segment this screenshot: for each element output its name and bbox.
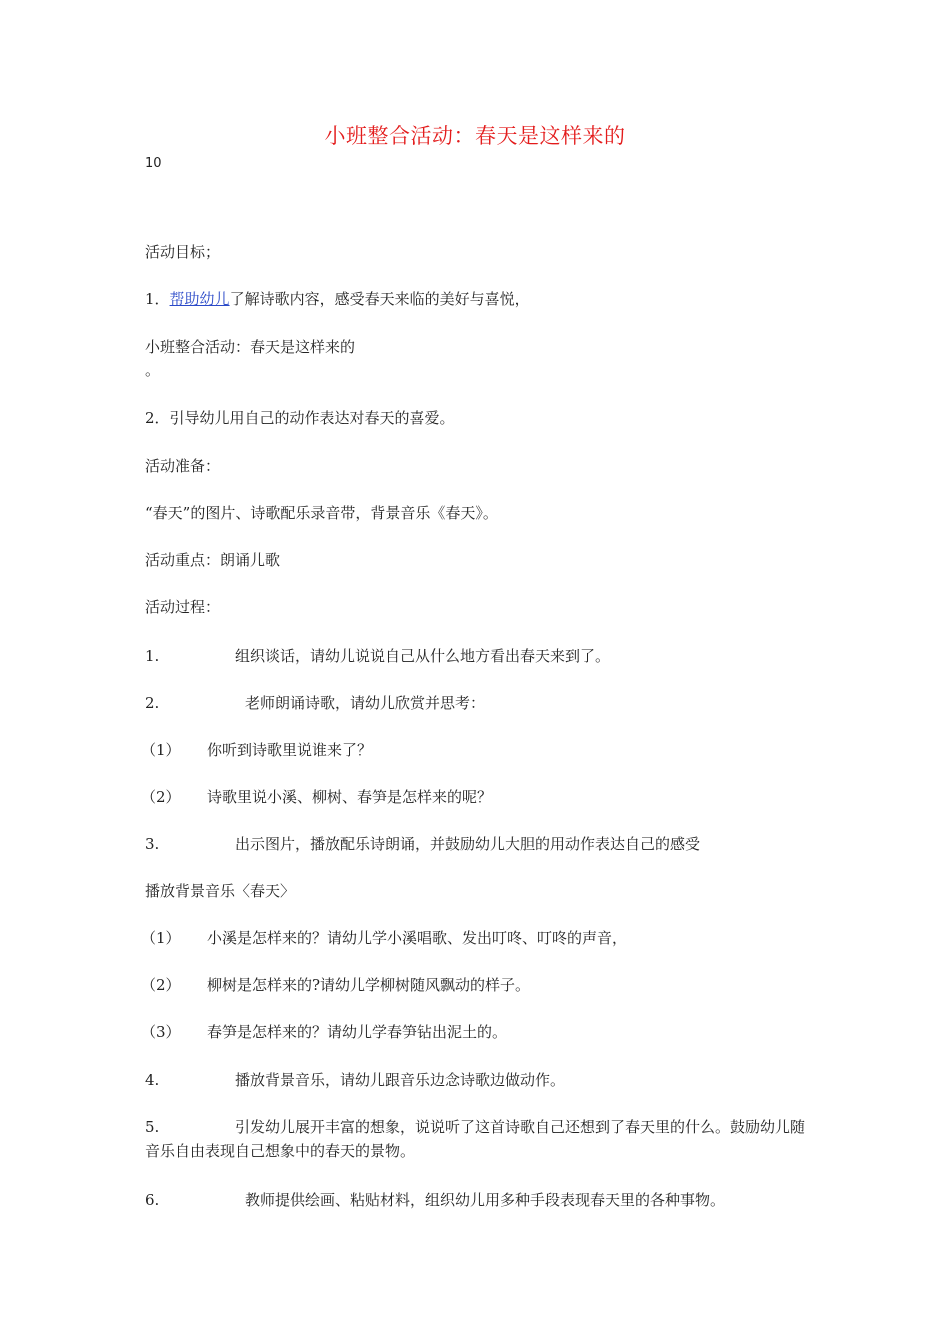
- step-number: 6.: [145, 1191, 160, 1209]
- page-number: 10: [145, 156, 162, 171]
- step-number: 1.: [145, 647, 160, 665]
- step-text: 教师提供绘画、粘贴材料，组织幼儿用多种手段表现春天里的各种事物。: [245, 1191, 726, 1209]
- step-number: 4.: [145, 1071, 160, 1089]
- prep-text: “春天”的图片、诗歌配乐录音带，背景音乐《春天》。: [145, 504, 498, 522]
- sub-step-text: 小溪是怎样来的？请幼儿学小溪唱歌、发出叮咚、叮咚的声音，: [207, 929, 628, 947]
- step-5: [145, 1115, 810, 1163]
- sub-step: [141, 787, 492, 807]
- goal-2: 2．引导幼儿用自己的动作表达对春天的喜爱。: [145, 409, 455, 427]
- step-text: 引发幼儿展开丰富的想象，说说听了这首诗歌自己还想到了春天里的什么。鼓励幼儿随音乐自由表现自己想象中的春天的景物。: [145, 1118, 806, 1160]
- step-6: [145, 1190, 725, 1210]
- page-title: 小班整合活动：春天是这样来的: [324, 124, 626, 148]
- sub-step-number: （1）: [141, 929, 181, 947]
- sub-step-number: （3）: [141, 1023, 181, 1041]
- sub-step: [141, 1022, 507, 1042]
- goal-1-text: 了解诗歌内容，感受春天来临的美好与喜悦，: [229, 290, 530, 308]
- step-text: 组织谈话，请幼儿说说自己从什么地方看出春天来到了。: [235, 647, 611, 665]
- sub-step: [141, 975, 530, 995]
- sub-step-number: （2）: [141, 788, 181, 806]
- process-heading: 活动过程：: [145, 598, 221, 616]
- goal-1-number: 1．: [145, 290, 170, 308]
- step-text: 老师朗诵诗歌，请幼儿欣赏并思考：: [245, 694, 486, 712]
- help-children-link[interactable]: 帮助幼儿: [169, 290, 230, 308]
- sub-step-number: （2）: [141, 976, 181, 994]
- inline-title: 小班整合活动：春天是这样来的: [145, 338, 356, 356]
- goals-heading: 活动目标；: [145, 243, 221, 261]
- step-3: [145, 834, 700, 854]
- step-number: 3.: [145, 835, 160, 853]
- goal-1: [145, 289, 530, 309]
- sub-step: [141, 928, 627, 948]
- step-text: 出示图片，播放配乐诗朗诵，并鼓励幼儿大胆的用动作表达自己的感受: [235, 835, 701, 853]
- focus-text: 活动重点：朗诵儿歌: [145, 551, 281, 569]
- step-number: 5.: [145, 1118, 160, 1136]
- step-4: [145, 1070, 565, 1090]
- sub-step-text: 诗歌里说小溪、柳树、春笋是怎样来的呢？: [207, 788, 493, 806]
- sub-step: [141, 740, 372, 760]
- step-number: 2.: [145, 694, 160, 712]
- step-1: [145, 646, 610, 666]
- sub-step-text: 柳树是怎样来的?请幼儿学柳树随风飘动的样子。: [207, 976, 531, 994]
- sub-step-text: 你听到诗歌里说谁来了？: [207, 741, 373, 759]
- step-text: 播放背景音乐，请幼儿跟音乐边念诗歌边做动作。: [235, 1071, 566, 1089]
- sub-step-text: 春笋是怎样来的？请幼儿学春笋钻出泥土的。: [207, 1023, 508, 1041]
- period-mark: 。: [145, 361, 161, 379]
- prep-heading: 活动准备：: [145, 457, 221, 475]
- music-note: 播放背景音乐〈春天〉: [145, 882, 296, 900]
- step-2: [145, 693, 485, 713]
- sub-step-number: （1）: [141, 741, 181, 759]
